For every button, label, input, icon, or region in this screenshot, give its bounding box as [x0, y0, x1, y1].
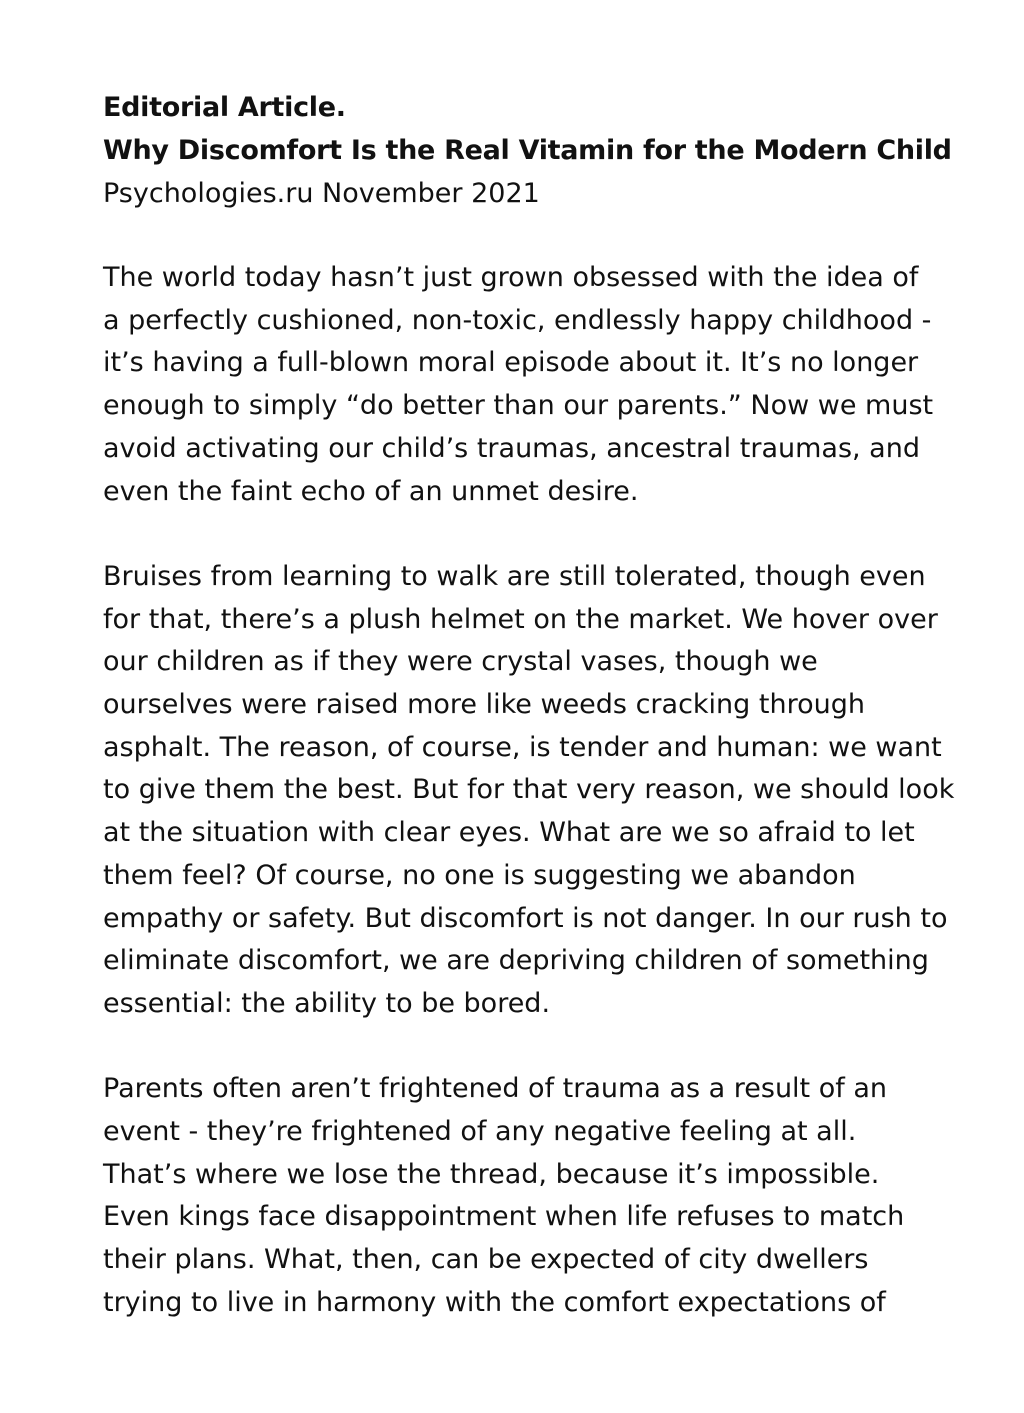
text-line: essential: the ability to be bored.	[103, 987, 551, 1019]
text-line: at the situation with clear eyes. What are we so afraid to let	[103, 817, 915, 849]
paragraph-3	[103, 1068, 933, 1324]
text-line: Parents often aren’t frightened of trauma as a result of an	[103, 1073, 887, 1105]
text-line: eliminate discomfort, we are depriving children of something	[103, 945, 929, 977]
text-line: empathy or safety. But discomfort is not danger. In our rush to	[103, 902, 948, 934]
text-line: them feel? Of course, no one is suggesting we abandon	[103, 859, 856, 891]
text-line: asphalt. The reason, of course, is tender and human: we want	[103, 731, 942, 763]
text-line: for that, there’s a plush helmet on the market. We hover over	[103, 603, 938, 635]
text-line: Even kings face disappointment when life refuses to match	[103, 1201, 905, 1233]
text-line: avoid activating our child’s traumas, ancestral traumas, and	[103, 432, 920, 464]
text-line: ourselves were raised more like weeds cracking through	[103, 689, 865, 721]
text-line: a perfectly cushioned, non-toxic, endlessly happy childhood -	[103, 304, 932, 336]
text-line: Bruises from learning to walk are still tolerated, though even	[103, 560, 926, 592]
article-source: Psychologies.ru November 2021	[103, 178, 540, 209]
paragraph-2	[103, 556, 955, 1026]
text-line: their plans. What, then, can be expected of city dwellers	[103, 1244, 869, 1276]
text-line: trying to live in harmony with the comfort expectations of	[103, 1286, 886, 1318]
article-title: Why Discomfort Is the Real Vitamin for the Modern Child	[103, 135, 952, 166]
article-body	[103, 257, 955, 1325]
document-page	[103, 86, 955, 1325]
text-line: enough to simply “do better than our parents.” Now we must	[103, 390, 934, 422]
text-line: it’s having a full-blown moral episode about it. It’s no longer	[103, 347, 919, 379]
text-line: to give them the best. But for that very reason, we should look	[103, 774, 955, 806]
article-kicker: Editorial Article.	[103, 92, 346, 123]
text-line: even the faint echo of an unmet desire.	[103, 475, 639, 507]
text-line: That’s where we lose the thread, because it’s impossible.	[103, 1158, 880, 1190]
text-line: The world today hasn’t just grown obsessed with the idea of	[103, 262, 919, 293]
text-line: our children as if they were crystal vases, though we	[103, 646, 818, 678]
text-line: event - they’re frightened of any negative feeling at all.	[103, 1116, 857, 1148]
paragraph-1	[103, 257, 933, 513]
article-header	[103, 86, 952, 215]
